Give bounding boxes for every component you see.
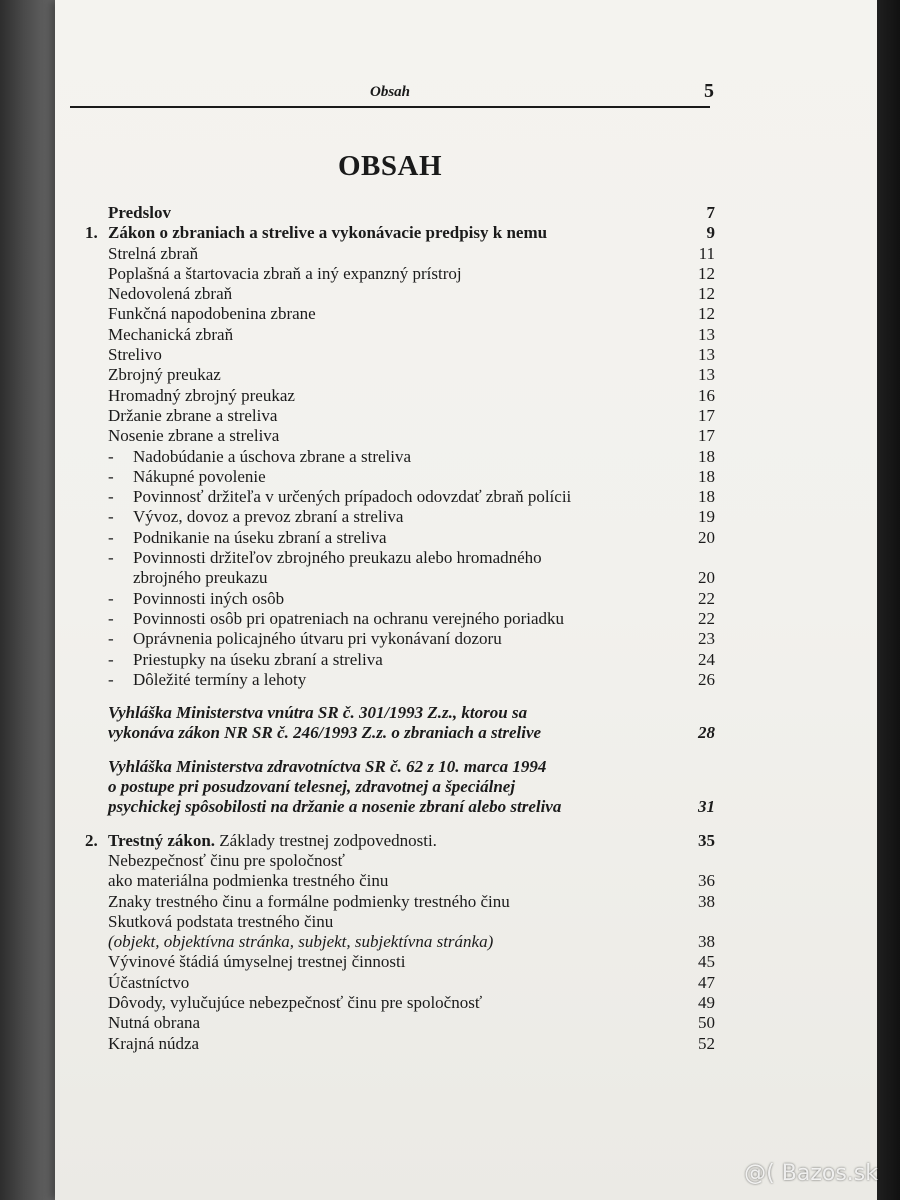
- toc-spacer: [85, 690, 715, 703]
- toc-page-number: 47: [698, 972, 715, 992]
- toc-entry: [85, 670, 715, 690]
- toc-entry-title: Strelivo: [108, 345, 162, 365]
- toc-entry-title: Nebezpečnosť činu pre spoločnosť: [108, 850, 345, 870]
- running-title: Obsah: [369, 84, 410, 100]
- toc-entry-title: Nákupné povolenie: [133, 466, 266, 486]
- toc-page-number: 13: [698, 345, 715, 365]
- toc-page-number: 12: [698, 284, 715, 304]
- toc-dash: -: [108, 466, 114, 486]
- toc-entry-title: Dôvody, vylučujúce nebezpečnosť činu pre spoločnosť: [108, 992, 483, 1012]
- book-edge-right: [877, 0, 900, 1200]
- toc-dash: -: [108, 588, 114, 608]
- toc-entry: [85, 345, 715, 365]
- toc-entry: [85, 609, 715, 629]
- toc-entry: [85, 548, 715, 568]
- book-shadow-left: [0, 0, 60, 1200]
- toc-page-number: 28: [698, 723, 715, 743]
- toc-entry: [85, 406, 715, 426]
- toc-page-number: 17: [698, 426, 715, 446]
- toc-entry: [85, 1013, 715, 1033]
- toc-entry-title: Podnikanie na úseku zbraní a streliva: [133, 527, 387, 547]
- toc-page-number: 18: [698, 487, 715, 507]
- toc-chapter-number: 2.: [85, 830, 98, 850]
- toc-page-number: 26: [698, 669, 715, 689]
- toc-dash: -: [108, 629, 114, 649]
- toc-dash: -: [108, 669, 114, 689]
- table-of-contents: [85, 203, 715, 1054]
- toc-page-number: 16: [698, 385, 715, 405]
- toc-entry-title: Zbrojný preukaz: [108, 365, 221, 385]
- toc-entry-title: Vývinové štádiá úmyselnej trestnej činnosti: [108, 952, 406, 972]
- toc-dash: -: [108, 548, 114, 568]
- toc-entry-title: vykonáva zákon NR SR č. 246/1993 Z.z. o zbraniach a strelive: [108, 723, 542, 743]
- toc-chapter-number: 1.: [85, 223, 98, 243]
- toc-entry: [85, 325, 715, 345]
- toc-dash: -: [108, 507, 114, 527]
- toc-dash: -: [108, 608, 114, 628]
- toc-page-number: 7: [706, 203, 715, 222]
- toc-page-number: 22: [698, 608, 715, 628]
- toc-entry: [85, 892, 715, 912]
- toc-entry-title: ako materiálna podmienka trestného činu: [108, 871, 389, 891]
- toc-entry-title: Oprávnenia policajného útvaru pri vykonávaní dozoru: [133, 629, 502, 649]
- toc-entry-title: Strelná zbraň: [108, 243, 199, 263]
- toc-entry-title: Znaky trestného činu a formálne podmienky trestného činu: [108, 891, 510, 911]
- toc-entry: [85, 528, 715, 548]
- toc-entry-title: Povinnosť držiteľa v určených prípadoch odovzdať zbraň polícii: [133, 487, 572, 507]
- toc-page-number: 12: [698, 263, 715, 283]
- toc-entry-title: Vyhláška Ministerstva zdravotníctva SR č. 62 z 10. marca 1994: [108, 756, 547, 776]
- toc-entry-title: Povinnosti osôb pri opatreniach na ochranu verejného poriadku: [133, 608, 565, 628]
- toc-page-number: 9: [706, 223, 715, 243]
- toc-entry: [85, 264, 715, 284]
- toc-page-number: 24: [698, 649, 715, 669]
- toc-entry-title: Skutková podstata trestného činu: [108, 911, 334, 931]
- toc-page-number: 31: [698, 797, 715, 817]
- toc-entry: [85, 467, 715, 487]
- page-title: OBSAH: [337, 150, 443, 182]
- toc-dash: -: [108, 487, 114, 507]
- toc-spacer: [85, 818, 715, 831]
- toc-entry: [85, 447, 715, 467]
- toc-entry-title: psychickej spôsobilosti na držanie a nosenie zbraní alebo streliva: [108, 797, 562, 817]
- toc-page-number: 35: [698, 830, 715, 850]
- toc-entry: [85, 223, 715, 243]
- toc-entry: [85, 507, 715, 527]
- toc-entry-title: o postupe pri posudzovaní telesnej, zdravotnej a špeciálnej: [108, 777, 516, 797]
- toc-entry: [85, 851, 715, 871]
- toc-entry: [85, 757, 715, 777]
- toc-entry: [85, 304, 715, 324]
- toc-entry: [85, 1034, 715, 1054]
- toc-page-number: 13: [698, 365, 715, 385]
- toc-page-number: 38: [698, 932, 715, 952]
- toc-entry: [85, 203, 715, 223]
- toc-entry: [85, 777, 715, 797]
- toc-page-number: 20: [698, 527, 715, 547]
- toc-entry-title: Povinnosti iných osôb: [133, 588, 285, 608]
- toc-page-number: 22: [698, 588, 715, 608]
- toc-entry: [85, 589, 715, 609]
- toc-page-number: 49: [698, 992, 715, 1012]
- toc-entry: [85, 244, 715, 264]
- running-header: [70, 80, 714, 108]
- toc-entry-title: Predslov: [108, 203, 171, 222]
- toc-entry-title: Funkčná napodobenina zbrane: [108, 304, 316, 324]
- page-number: 5: [704, 80, 714, 102]
- toc-entry-title: Trestný zákon. Základy trestnej zodpovednosti.: [108, 830, 437, 850]
- toc-entry: [85, 871, 715, 891]
- toc-entry: [85, 386, 715, 406]
- toc-entry-title: Poplašná a štartovacia zbraň a iný expanzný prístroj: [108, 263, 462, 283]
- toc-entry: [85, 365, 715, 385]
- toc-page-number: 20: [698, 568, 715, 588]
- toc-entry: [85, 568, 715, 588]
- toc-dash: -: [108, 649, 114, 669]
- toc-spacer: [85, 744, 715, 757]
- toc-entry-title: Zákon o zbraniach a strelive a vykonávacie predpisy k nemu: [108, 223, 548, 243]
- toc-entry: [85, 952, 715, 972]
- toc-entry: [85, 703, 715, 723]
- toc-entry: [85, 487, 715, 507]
- toc-entry: [85, 993, 715, 1013]
- toc-entry-title: Vývoz, dovoz a prevoz zbraní a streliva: [133, 507, 404, 527]
- toc-entry-subtitle: Základy trestnej zodpovednosti.: [215, 830, 437, 850]
- toc-entry-title: Povinnosti držiteľov zbrojného preukazu alebo hromadného: [133, 548, 542, 568]
- toc-entry: [85, 912, 715, 932]
- toc-entry-title: Mechanická zbraň: [108, 324, 234, 344]
- toc-entry-title: (objekt, objektívna stránka, subjekt, subjektívna stránka): [108, 932, 494, 952]
- toc-entry-title: zbrojného preukazu: [133, 568, 268, 588]
- toc-page-number: 18: [698, 466, 715, 486]
- toc-entry-title: Držanie zbrane a streliva: [108, 405, 278, 425]
- watermark-logo: @( Bazos.sk: [744, 1161, 878, 1186]
- toc-entry-title: Dôležité termíny a lehoty: [133, 669, 307, 689]
- toc-entry: [85, 426, 715, 446]
- toc-page-number: 38: [698, 891, 715, 911]
- toc-dash: -: [108, 527, 114, 547]
- toc-page-number: 18: [698, 446, 715, 466]
- toc-entry-title: Nosenie zbrane a streliva: [108, 426, 280, 446]
- toc-entry: [85, 284, 715, 304]
- toc-page-number: 19: [698, 507, 715, 527]
- toc-page-number: 11: [698, 243, 715, 263]
- toc-dash: -: [108, 446, 114, 466]
- toc-page-number: 36: [698, 871, 715, 891]
- toc-entry: [85, 797, 715, 817]
- toc-page-number: 50: [698, 1013, 715, 1033]
- toc-entry-title: Nutná obrana: [108, 1013, 201, 1033]
- toc-entry: [85, 723, 715, 743]
- toc-page-number: 52: [698, 1033, 715, 1053]
- toc-page-number: 13: [698, 324, 715, 344]
- toc-entry: [85, 973, 715, 993]
- toc-page-number: 23: [698, 629, 715, 649]
- toc-page-number: 17: [698, 405, 715, 425]
- toc-entry: [85, 650, 715, 670]
- toc-entry-title: Účastníctvo: [108, 972, 190, 992]
- toc-entry-title: Nedovolená zbraň: [108, 284, 233, 304]
- toc-entry-title: Priestupky na úseku zbraní a streliva: [133, 649, 383, 669]
- toc-entry-title: Hromadný zbrojný preukaz: [108, 385, 295, 405]
- toc-entry: [85, 932, 715, 952]
- toc-page-number: 45: [698, 952, 715, 972]
- toc-entry: [85, 831, 715, 851]
- toc-entry-title: Krajná núdza: [108, 1033, 200, 1053]
- toc-page-number: 12: [698, 304, 715, 324]
- toc-entry: [85, 629, 715, 649]
- toc-entry-title: Nadobúdanie a úschova zbrane a streliva: [133, 446, 412, 466]
- toc-entry-title: Vyhláška Ministerstva vnútra SR č. 301/1993 Z.z., ktorou sa: [108, 703, 528, 723]
